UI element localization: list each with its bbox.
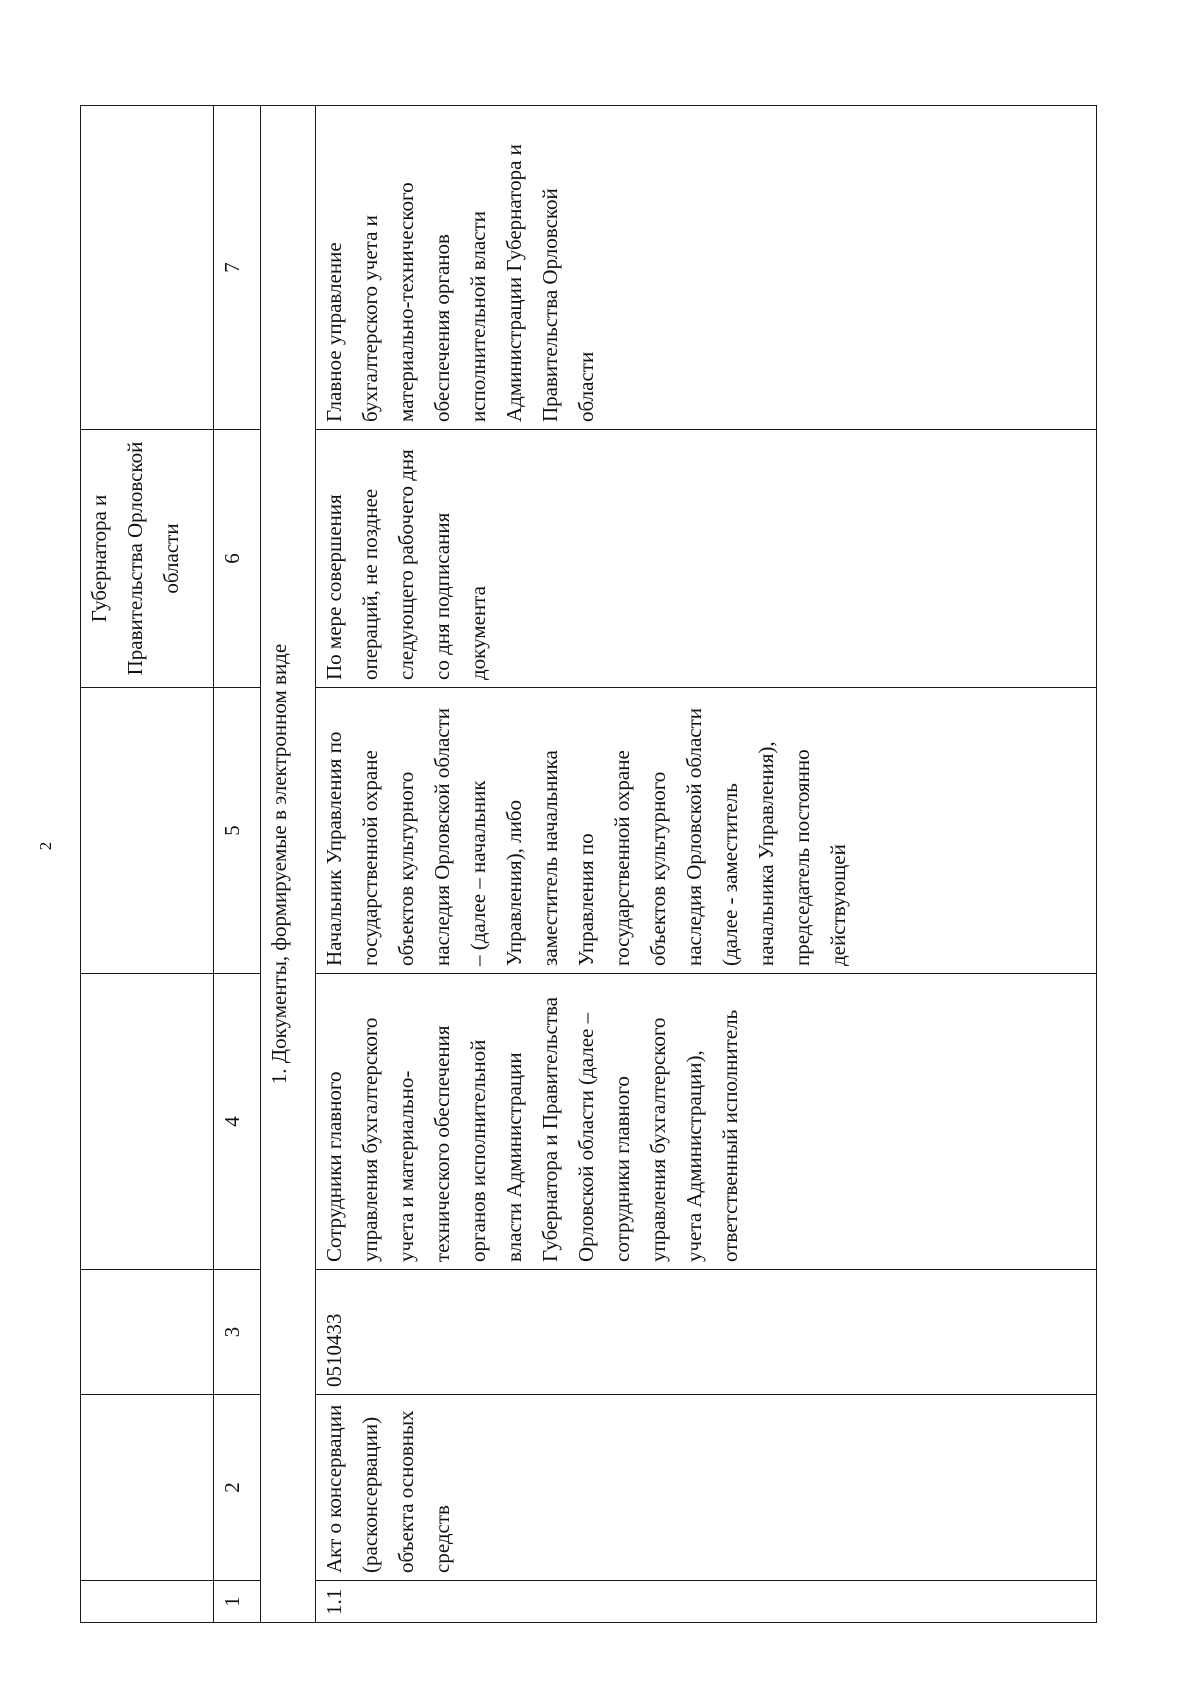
- header-cell-5: [81, 688, 214, 974]
- column-number: 6: [214, 430, 261, 688]
- header-cell-3: [81, 1270, 214, 1395]
- column-number: 5: [214, 688, 261, 974]
- header-cell-6: Губернатора и Правительства Орловской области: [81, 430, 214, 688]
- row-number: 1.1: [316, 1581, 1097, 1623]
- rotated-content: [80, 106, 1104, 1623]
- header-continuation-row: [81, 106, 214, 1623]
- header-cell-7: [81, 106, 214, 430]
- document-table: [80, 105, 1097, 1623]
- column-number: 3: [214, 1270, 261, 1395]
- header-cell-1: [81, 1581, 214, 1623]
- form-code: 0510433: [316, 1270, 1097, 1395]
- column-numbers-row: [214, 106, 261, 1623]
- column-number: 1: [214, 1581, 261, 1623]
- column-number: 7: [214, 106, 261, 430]
- section-title: 1. Документы, формируемые в электронном виде: [261, 106, 316, 1623]
- table-row: [316, 106, 1097, 1623]
- section-title-row: [261, 106, 316, 1623]
- document-name: Акт о консервации (расконсервации) объекта основных средств: [316, 1395, 1097, 1581]
- header-cell-2: [81, 1395, 214, 1581]
- deadline: По мере совершения операций, не позднее следующего рабочего дня со дня подписания документа: [316, 430, 1097, 688]
- header-cell-4: [81, 974, 214, 1270]
- column-number: 4: [214, 974, 261, 1270]
- recipient: Главное управление бухгалтерского учета и материально-технического обеспечения органов исполнительной власти Администрации Губернатора и Правительства Орловской области: [316, 106, 1097, 430]
- signers: Начальник Управления по государственной охране объектов культурного наследия Орловской области – (далее – начальник Управления), либо заместитель начальника Управления по государственной охране объектов культурного наследия Орловской области (далее - заместитель начальника Управления), председатель постоянно действующей: [316, 688, 1097, 974]
- preparers: Сотрудники главного управления бухгалтерского учета и материально-технического обеспечения органов исполнительной власти Администрации Губернатора и Правительства Орловской области (далее – сотрудники главного управления бухгалтерского учета Администрации), ответственный исполнитель: [316, 974, 1097, 1270]
- page-number: 2: [36, 841, 55, 851]
- column-number: 2: [214, 1395, 261, 1581]
